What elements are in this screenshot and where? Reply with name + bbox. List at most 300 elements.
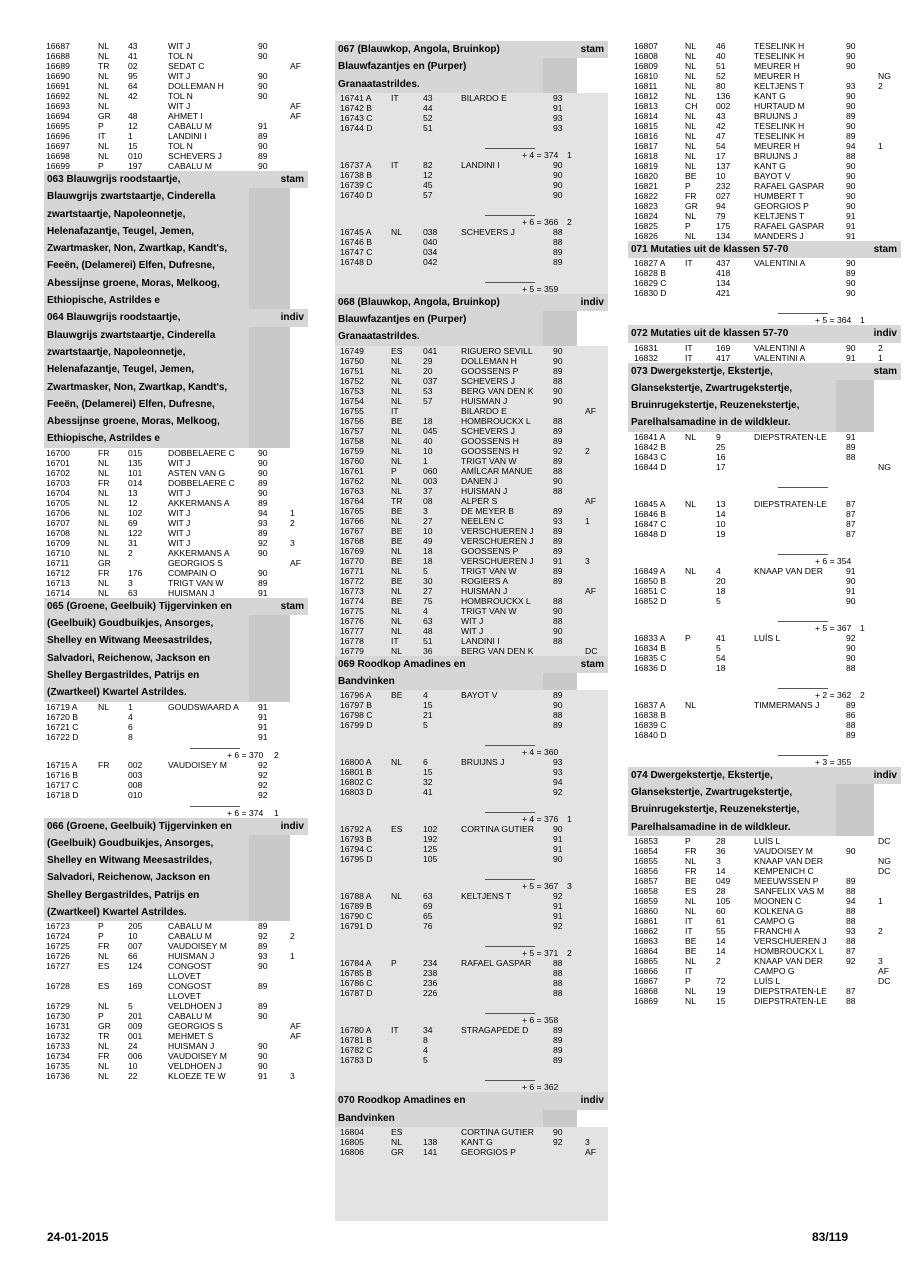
country: NL [98,951,109,962]
results-column-2 [335,41,608,1157]
class-type-tag: stam [280,174,304,185]
result-row [628,529,901,539]
owner-name: DIEPSTRATEN-LE [754,995,827,1006]
country: NL [685,905,696,916]
country: P [391,465,397,476]
owner-name: VAUDOISEY M [168,1051,227,1062]
owner-name: LLOVET [168,991,201,1002]
result-row [44,131,308,141]
ring-number: 16820 [634,171,658,181]
placing: NG [878,461,891,472]
score: 90 [553,475,563,486]
owner-name: TOL N [168,91,193,101]
score: 89 [846,111,856,121]
score: 89 [553,525,563,536]
ring-number: 16844 D [634,461,667,472]
country: BE [391,505,403,516]
class-title: Bruinrugekstertje, Reuzenekstertje, [631,400,800,412]
band-number: 79 [716,211,726,221]
score: 91 [846,221,856,231]
ring-number: 16821 [634,181,658,191]
class-type-tag: stam [873,365,897,377]
country: NL [685,855,696,866]
country: NL [685,71,696,81]
ring-number: 16725 [46,941,70,952]
ring-number: 16830 D [634,288,667,299]
band-number: 18 [423,415,433,426]
ring-number: 16715 A [46,759,78,770]
owner-name: LLOVET [168,971,201,982]
result-row [44,558,308,568]
class-type-tag: indiv [580,296,604,308]
ring-number: 16816 [634,131,658,141]
band-number: 1 [423,455,428,466]
placing: 1 [878,895,883,906]
band-number: 60 [716,905,726,916]
score: 90 [846,201,856,211]
owner-name: HUISMAN J [461,395,508,406]
result-row [628,730,901,740]
owner-name: SCHEVERS J [168,151,222,161]
ring-number: 16846 B [634,508,667,519]
result-row [44,931,308,941]
owner-name: BERG VAN DEN K [461,385,534,396]
ring-number: 16810 [634,71,658,81]
ring-number: 16860 [634,905,658,916]
band-number: 169 [128,981,143,992]
result-row [44,568,308,578]
score: 90 [258,567,268,578]
country: NL [685,895,696,906]
team-total [335,873,608,891]
ring-number: 16717 C [46,779,79,790]
result-row [628,896,901,906]
result-row [628,201,901,211]
result-row [44,508,308,518]
band-number: 2 [716,955,721,966]
country: NL [391,475,402,486]
ring-number: 16708 [46,527,70,538]
score: 91 [553,555,563,566]
band-number: 169 [716,342,731,353]
class-heading-continuation [44,379,308,396]
ring-number: 16808 [634,51,658,61]
class-heading-continuation [335,76,608,93]
band-number: 037 [423,375,438,386]
class-heading-continuation [44,632,308,649]
score: 89 [553,1045,563,1056]
score: 91 [258,721,268,732]
country: BE [391,595,403,606]
owner-name: WIT J [168,507,191,518]
placing: AF [290,101,301,111]
ring-number: 16752 [340,375,364,386]
country: NL [391,605,402,616]
band-number: 43 [128,41,138,51]
owner-name: LANDINI I [461,159,500,170]
owner-name: AKKERMANS A [168,497,230,508]
ring-number: 16701 [46,457,70,468]
band-number: 13 [716,498,726,509]
band-number: 64 [128,81,138,91]
class-heading-continuation [628,784,901,801]
result-row [628,181,901,191]
class-type-tag: indiv [280,312,304,324]
placing: 3 [878,955,883,966]
ring-number: 16711 [46,557,70,568]
owner-name: DOBBELAERE C [168,447,235,458]
band-number: 002 [128,759,143,770]
band-number: 105 [716,895,731,906]
score: 91 [846,352,856,363]
class-title: Blauwgrijs zwartstaartje, Cinderella [47,191,216,203]
class-title: 063 Blauwgrijs roodstaartje, [47,174,181,185]
band-number: 201 [128,1011,143,1022]
placing: AF [878,965,889,976]
ring-number: 16718 D [46,789,79,800]
band-number: 3 [423,505,428,516]
band-number: 9 [716,431,721,442]
class-title: 070 Roodkop Amadines en [338,1095,466,1107]
ring-number: 16748 D [340,256,373,267]
band-number: 105 [423,854,438,865]
result-row [44,578,308,588]
result-row [44,961,308,971]
country: BE [391,690,403,701]
ring-number: 16778 [340,635,364,646]
ring-number: 16731 [46,1021,70,1032]
result-row [335,123,608,133]
band-number: 76 [423,921,433,932]
owner-name: VERSCHUEREN J [754,935,827,946]
owner-name: TRIGT VAN W [461,455,517,466]
band-number: 034 [423,246,438,257]
band-number: 008 [128,779,143,790]
band-number: 135 [128,457,143,468]
band-number: 4 [716,565,721,576]
owner-name: DIEPSTRATEN-LE [754,431,827,442]
ring-number: 16811 [634,81,658,91]
band-number: 95 [128,71,138,81]
class-heading-continuation [335,311,608,328]
score: 92 [258,789,268,800]
total-score: + 5 = 359 [522,283,559,294]
ring-number: 16800 A [340,757,372,768]
result-row [335,844,608,854]
country: NL [685,141,696,151]
result-row [44,780,308,790]
score: 89 [258,477,268,488]
score: 90 [553,700,563,711]
result-row [44,991,308,1001]
country: IT [391,1025,399,1036]
result-row [44,81,308,91]
band-number: 015 [128,447,143,458]
band-number: 51 [423,635,433,646]
placing: AF [585,495,596,506]
class-heading [628,363,901,380]
score: 87 [846,518,856,529]
class-heading [628,241,901,258]
ring-number: 16706 [46,507,70,518]
score: 89 [553,690,563,701]
country: NL [685,211,696,221]
class-title: Parelhalsamadine in de wildkleur. [631,417,791,429]
score: 90 [846,342,856,353]
country: NL [685,121,696,131]
result-row [335,757,608,767]
score: 89 [258,577,268,588]
placing: AF [585,405,596,416]
result-row [628,51,901,61]
country: NL [98,1001,109,1012]
placing: 1 [878,352,883,363]
result-row [335,901,608,911]
score: 90 [553,345,563,356]
result-row [44,722,308,732]
result-row [335,526,608,536]
result-row [335,516,608,526]
country: NL [98,101,109,111]
band-number: 002 [716,101,731,111]
result-row [335,346,608,356]
owner-name: WIT J [168,517,191,528]
ring-number: 16763 [340,485,364,496]
result-row [628,278,901,288]
score: 93 [553,92,563,103]
score: 90 [258,447,268,458]
result-row [44,101,308,111]
band-number: 003 [423,475,438,486]
band-number: 52 [716,71,726,81]
score: 89 [846,875,856,886]
team-placing: 2 [860,689,865,700]
owner-name: WIT J [461,615,484,626]
result-row [44,448,308,458]
result-row [335,1137,608,1147]
score: 90 [846,191,856,201]
band-number: 08 [423,495,433,506]
score: 93 [553,122,563,133]
band-number: 2 [128,547,133,558]
owner-name: BAYOT V [461,690,498,701]
owner-name: VERSCHUEREN J [461,555,534,566]
score: 91 [553,102,563,113]
score: 88 [553,978,563,989]
result-row [44,1031,308,1041]
country: P [685,835,691,846]
band-number: 15 [423,767,433,778]
class-heading-continuation [44,684,308,701]
class-title: Abessijnse groene, Moras, Melkoog, [47,416,220,428]
country: NL [98,41,109,51]
result-row [335,616,608,626]
class-heading-continuation [44,361,308,378]
team-total [44,800,308,818]
score: 90 [258,1041,268,1052]
owner-name: KEMPENICH C [754,865,814,876]
result-row [44,770,308,780]
country: NL [391,355,402,366]
country: P [391,958,397,969]
score: 87 [846,985,856,996]
country: BE [685,875,697,886]
band-number: 41 [128,51,138,61]
score: 90 [258,1011,268,1022]
result-row [335,1035,608,1045]
band-number: 3 [716,855,721,866]
class-heading-continuation [44,887,308,904]
ring-number: 16714 [46,587,70,598]
band-number: 65 [423,911,433,922]
owner-name: KELTJENS T [461,891,512,902]
owner-name: LANDINI I [168,131,207,141]
class-title: Granaatastrildes. [338,331,420,343]
country: ES [98,981,110,992]
result-row [335,113,608,123]
score: 90 [846,171,856,181]
class-heading [335,656,608,673]
result-row [335,1045,608,1055]
owner-name: BILARDO E [461,405,507,416]
owner-name: BRUIJNS J [754,111,798,121]
class-heading-continuation [44,240,308,257]
score: 92 [553,891,563,902]
class-heading [628,767,901,784]
ring-number: 16838 B [634,709,667,720]
ring-number: 16777 [340,625,364,636]
placing: DC [878,865,891,876]
owner-name: HUMBERT T [754,191,804,201]
spacer [335,730,608,739]
ring-number: 16739 C [340,179,373,190]
country: NL [391,395,402,406]
ring-number: 16720 B [46,711,79,722]
spacer [628,298,901,307]
owner-name: KANT G [754,161,786,171]
owner-name: DE MEYER B [461,505,515,516]
country: NL [391,1136,402,1147]
country: IT [685,925,693,936]
total-score: + 6 = 358 [522,1015,559,1026]
result-row [335,170,608,180]
score: 88 [846,719,856,730]
band-number: 6 [423,757,428,768]
owner-name: KELTJENS T [754,211,805,221]
ring-number: 16742 B [340,102,373,113]
ring-number: 16694 [46,111,70,121]
score: 88 [553,615,563,626]
class-title: 074 Dwergekstertje, Ekstertje, [631,769,773,781]
class-title: Shelley en Witwang Meesastrildes, [47,635,212,647]
result-row [628,71,901,81]
score: 92 [553,787,563,798]
band-number: 125 [423,844,438,855]
band-number: 421 [716,288,731,299]
team-total [628,615,901,633]
band-number: 28 [716,885,726,896]
owner-name: CONGOST [168,981,212,992]
country: NL [391,375,402,386]
total-score: + 5 = 367 [522,881,559,892]
result-row [44,71,308,81]
band-number: 141 [423,1146,438,1157]
country: NL [685,431,696,442]
country: TR [98,1031,110,1042]
placing: 1 [878,141,883,151]
score: 90 [553,189,563,200]
band-number: 8 [128,731,133,742]
country: NL [685,81,696,91]
band-number: 55 [716,925,726,936]
band-number: 51 [423,122,433,133]
owner-name: CABALU M [168,1011,212,1022]
band-number: 176 [128,567,143,578]
ring-number: 16697 [46,141,70,151]
score: 90 [258,487,268,498]
score: 89 [258,941,268,952]
band-number: 10 [716,171,726,181]
band-number: 10 [716,518,726,529]
ring-number: 16824 [634,211,658,221]
owner-name: KELTJENS T [754,81,805,91]
team-placing: 2 [567,216,572,227]
country: BE [685,171,697,181]
class-title: Blauwgrijs zwartstaartje, Cinderella [47,329,216,341]
placing: DC [585,645,598,656]
result-row [335,1055,608,1065]
team-total [335,1074,608,1092]
score: 90 [846,595,856,606]
band-number: 5 [423,720,428,731]
team-total [628,548,901,566]
country: P [685,221,691,231]
result-row [44,51,308,61]
score: 92 [553,1136,563,1147]
band-number: 80 [716,81,726,91]
owner-name: KNAAP VAN DER [754,955,823,966]
result-row [628,906,901,916]
ring-number: 16696 [46,131,70,141]
score: 87 [846,508,856,519]
score: 93 [846,925,856,936]
score: 91 [846,231,856,241]
band-number: 57 [423,189,433,200]
total-rule [485,1013,535,1014]
result-row [44,498,308,508]
owner-name: MEURER H [754,141,800,151]
placing: AF [290,557,301,568]
country: NL [391,425,402,436]
ring-number: 16787 D [340,988,373,999]
class-title: Glansekstertje, Zwartrugekstertje, [631,382,793,394]
band-number: 3 [128,577,133,588]
ring-number: 16784 A [340,958,372,969]
result-row [335,777,608,787]
band-number: 418 [716,268,731,279]
score: 88 [553,710,563,721]
result-row [628,91,901,101]
owner-name: DIEPSTRATEN-LE [754,985,827,996]
country: NL [98,497,109,508]
owner-name: TIMMERMANS J [754,699,820,710]
owner-name: HUISMAN J [168,587,215,598]
owner-name: BRUIJNS J [461,757,505,768]
class-heading [628,325,901,342]
result-row [335,103,608,113]
band-number: 61 [716,915,726,926]
score: 91 [258,1071,268,1082]
